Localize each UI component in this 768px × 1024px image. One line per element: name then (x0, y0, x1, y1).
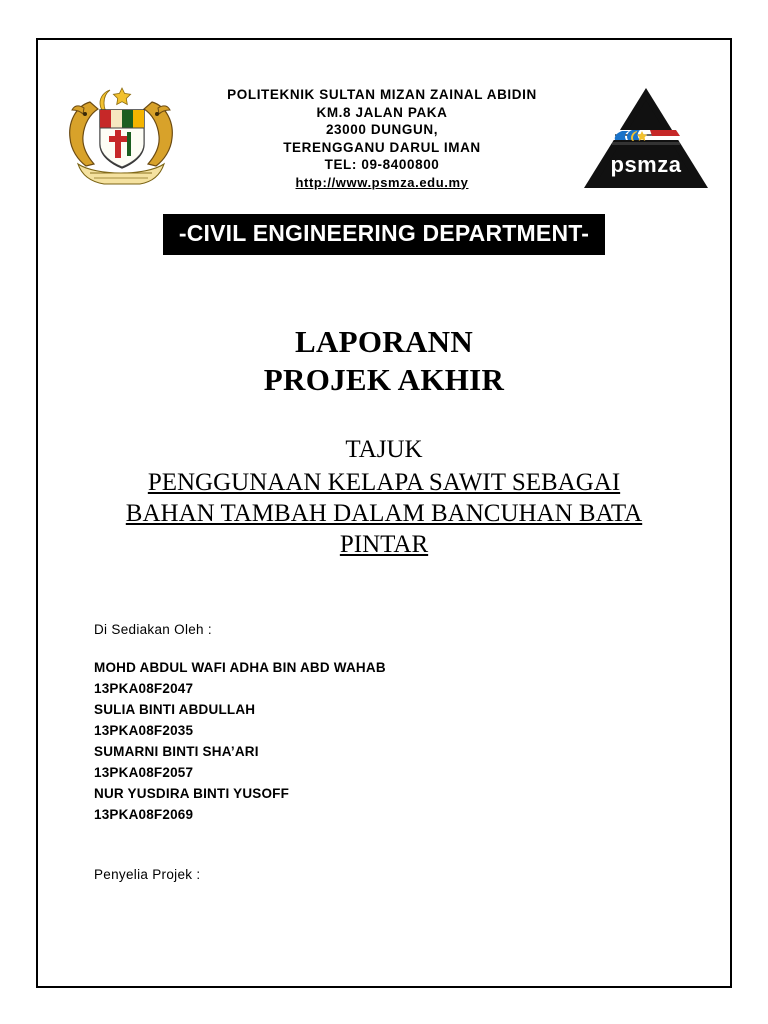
department-bar-container (52, 214, 716, 255)
member-id: 13PKA08F2069 (94, 807, 194, 823)
member-name: SULIA BINTI ABDULLAH (94, 702, 256, 718)
psmza-logo (582, 84, 710, 192)
document-header (52, 56, 716, 190)
member-name: SUMARNI BINTI SHA’ARI (94, 744, 259, 760)
member-list (94, 657, 716, 825)
member-id: 13PKA08F2035 (94, 723, 194, 739)
institution-website-link[interactable]: http://www.psmza.edu.my (295, 174, 469, 190)
page-content (52, 56, 716, 972)
department-bar: -CIVIL ENGINEERING DEPARTMENT- (163, 214, 605, 255)
institution-name: POLITEKNIK SULTAN MIZAN ZAINAL ABIDIN (227, 87, 537, 102)
report-title (52, 323, 716, 399)
institution-address (182, 86, 582, 191)
project-title-line-2: BAHAN TAMBAH DALAM BANCUHAN BATA (125, 500, 643, 528)
member-name: MOHD ABDUL WAFI ADHA BIN ABD WAHAB (94, 660, 386, 676)
supervisor-label: Penyelia Projek : (94, 867, 201, 883)
prepared-by-label: Di Sediakan Oleh : (94, 622, 212, 638)
prepared-by-section (52, 622, 716, 825)
institution-address-line-2: 23000 DUNGUN, (325, 122, 439, 137)
svg-text:psmza: psmza (610, 152, 682, 177)
member-id: 13PKA08F2047 (94, 681, 194, 697)
project-title-line-3: PINTAR (339, 531, 429, 559)
tajuk-label: TAJUK (345, 436, 423, 464)
report-title-line-2: PROJEK AKHIR (263, 362, 505, 398)
report-title-line-1: LAPORANN (294, 324, 474, 360)
member-id: 13PKA08F2057 (94, 765, 194, 781)
member-name: NUR YUSDIRA BINTI YUSOFF (94, 786, 290, 802)
institution-phone: TEL: 09-8400800 (324, 157, 440, 172)
institution-address-line-3: TERENGGANU DARUL IMAN (283, 139, 481, 155)
project-title (52, 467, 716, 560)
malaysia-coat-of-arms-icon (60, 78, 182, 186)
project-title-line-1: PENGGUNAAN KELAPA SAWIT SEBAGAI (147, 469, 621, 497)
institution-address-line-1: KM.8 JALAN PAKA (316, 104, 448, 120)
